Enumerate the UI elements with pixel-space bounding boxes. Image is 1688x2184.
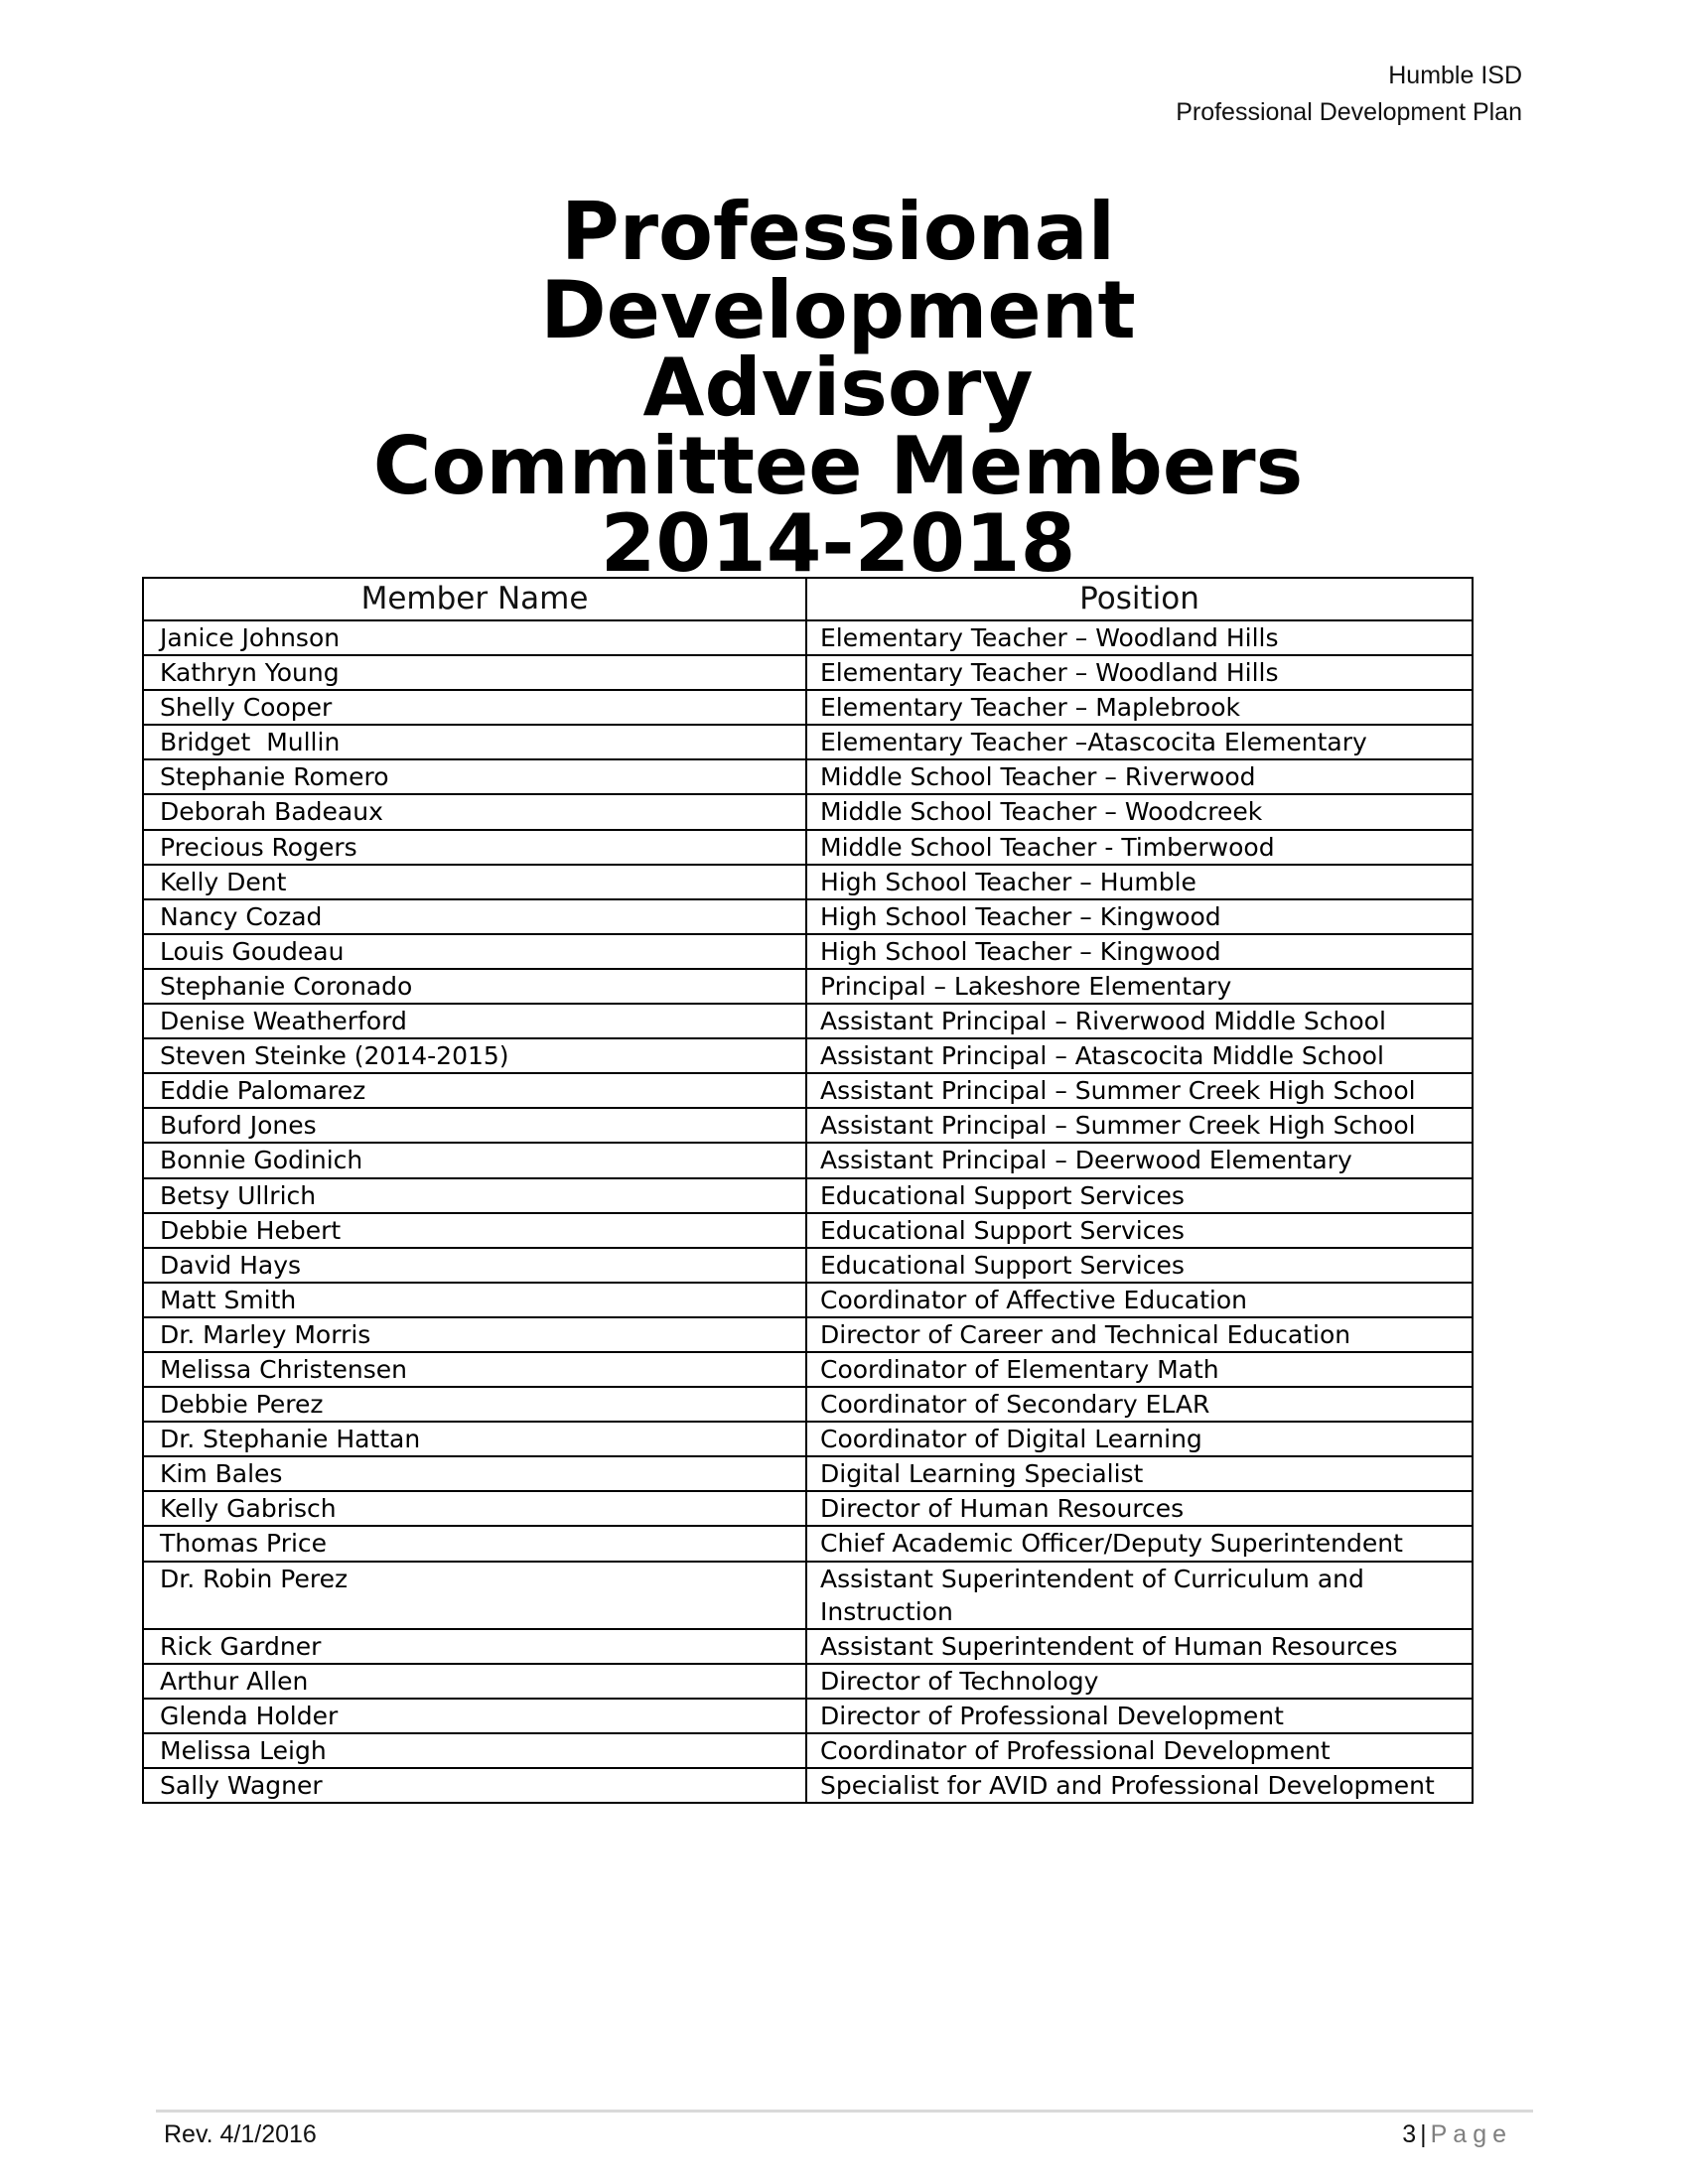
member-name-cell: Janice Johnson	[143, 620, 806, 655]
member-name-cell: Deborah Badeaux	[143, 794, 806, 829]
member-name-cell: Glenda Holder	[143, 1699, 806, 1733]
member-name-cell: Kelly Dent	[143, 865, 806, 899]
table-row	[143, 1108, 1473, 1143]
table-row	[143, 1526, 1473, 1561]
table-row	[143, 1664, 1473, 1699]
position-cell: Director of Career and Technical Education	[806, 1317, 1473, 1352]
position-cell: Coordinator of Digital Learning	[806, 1422, 1473, 1456]
page-label: Page	[1430, 2120, 1512, 2148]
header-organization: Humble ISD	[1388, 62, 1522, 89]
position-cell: Specialist for AVID and Professional Development	[806, 1768, 1473, 1803]
position-cell: Assistant Principal – Riverwood Middle School	[806, 1004, 1473, 1038]
position-cell: Middle School Teacher - Timberwood	[806, 830, 1473, 865]
member-name-cell: Melissa Leigh	[143, 1733, 806, 1768]
table-row	[143, 759, 1473, 794]
title-line-2: Development Advisory	[540, 263, 1136, 434]
table-row	[143, 690, 1473, 725]
position-cell: Elementary Teacher – Woodland Hills	[806, 620, 1473, 655]
committee-members-table	[142, 577, 1474, 1804]
member-name-cell: Betsy Ullrich	[143, 1178, 806, 1213]
table-row	[143, 1699, 1473, 1733]
table-row	[143, 1073, 1473, 1108]
position-cell: Educational Support Services	[806, 1178, 1473, 1213]
member-name-cell: Denise Weatherford	[143, 1004, 806, 1038]
member-name-cell: Eddie Palomarez	[143, 1073, 806, 1108]
table-row	[143, 1178, 1473, 1213]
table-row	[143, 1733, 1473, 1768]
position-cell: Elementary Teacher –Atascocita Elementary	[806, 725, 1473, 759]
position-cell: Assistant Superintendent of Human Resources	[806, 1629, 1473, 1664]
position-cell: Director of Professional Development	[806, 1699, 1473, 1733]
table-row	[143, 865, 1473, 899]
page-separator: |	[1420, 2120, 1427, 2148]
table-row	[143, 969, 1473, 1004]
position-cell: Elementary Teacher – Maplebrook	[806, 690, 1473, 725]
member-name-cell: Stephanie Coronado	[143, 969, 806, 1004]
position-cell: High School Teacher – Kingwood	[806, 934, 1473, 969]
table-row	[143, 620, 1473, 655]
member-name-cell: Rick Gardner	[143, 1629, 806, 1664]
title-line-1: Professional	[560, 186, 1116, 278]
table-row	[143, 1422, 1473, 1456]
position-cell: Elementary Teacher – Woodland Hills	[806, 655, 1473, 690]
member-name-cell: Debbie Hebert	[143, 1213, 806, 1248]
position-cell: Digital Learning Specialist	[806, 1456, 1473, 1491]
table-row	[143, 725, 1473, 759]
table-row	[143, 1143, 1473, 1177]
table-row	[143, 794, 1473, 829]
table-row	[143, 934, 1473, 969]
table-row	[143, 1352, 1473, 1387]
table-row	[143, 1387, 1473, 1422]
table-row	[143, 1562, 1473, 1629]
table-row	[143, 1629, 1473, 1664]
position-cell: Director of Technology	[806, 1664, 1473, 1699]
table-header-row	[143, 578, 1473, 620]
member-name-cell: Shelly Cooper	[143, 690, 806, 725]
position-cell: High School Teacher – Humble	[806, 865, 1473, 899]
position-cell: Coordinator of Professional Development	[806, 1733, 1473, 1768]
table-row	[143, 899, 1473, 934]
member-name-cell: Dr. Marley Morris	[143, 1317, 806, 1352]
position-cell: Assistant Principal – Summer Creek High School	[806, 1108, 1473, 1143]
position-cell: High School Teacher – Kingwood	[806, 899, 1473, 934]
member-name-cell: Matt Smith	[143, 1283, 806, 1317]
member-name-cell: Dr. Robin Perez	[143, 1562, 806, 1629]
member-name-cell: Kathryn Young	[143, 655, 806, 690]
table-row	[143, 830, 1473, 865]
position-cell: Middle School Teacher – Riverwood	[806, 759, 1473, 794]
position-cell: Coordinator of Elementary Math	[806, 1352, 1473, 1387]
position-cell: Chief Academic Officer/Deputy Superintendent	[806, 1526, 1473, 1561]
position-cell: Assistant Principal – Atascocita Middle School	[806, 1038, 1473, 1073]
position-cell: Principal – Lakeshore Elementary	[806, 969, 1473, 1004]
table-row	[143, 1456, 1473, 1491]
member-name-cell: Bridget Mullin	[143, 725, 806, 759]
position-cell: Coordinator of Secondary ELAR	[806, 1387, 1473, 1422]
table-row	[143, 1283, 1473, 1317]
member-name-cell: Arthur Allen	[143, 1664, 806, 1699]
member-name-cell: Melissa Christensen	[143, 1352, 806, 1387]
column-header-position: Position	[806, 578, 1473, 620]
page-number: 3	[1402, 2120, 1417, 2148]
footer-page-number	[1402, 2117, 1512, 2151]
position-cell: Middle School Teacher – Woodcreek	[806, 794, 1473, 829]
table-row	[143, 1317, 1473, 1352]
table-row	[143, 1491, 1473, 1526]
running-header	[1176, 58, 1522, 131]
table-row	[143, 1213, 1473, 1248]
footer-revision-date: Rev. 4/1/2016	[164, 2120, 317, 2148]
member-name-cell: Sally Wagner	[143, 1768, 806, 1803]
member-name-cell: Dr. Stephanie Hattan	[143, 1422, 806, 1456]
member-name-cell: Louis Goudeau	[143, 934, 806, 969]
footer-divider	[156, 2110, 1533, 2113]
member-name-cell: Kim Bales	[143, 1456, 806, 1491]
member-name-cell: Stephanie Romero	[143, 759, 806, 794]
position-cell: Assistant Principal – Summer Creek High School	[806, 1073, 1473, 1108]
header-document-title: Professional Development Plan	[1176, 98, 1522, 126]
position-cell: Director of Human Resources	[806, 1491, 1473, 1526]
table-row	[143, 1038, 1473, 1073]
table-row	[143, 1248, 1473, 1283]
column-header-member-name: Member Name	[143, 578, 806, 620]
table-row	[143, 655, 1473, 690]
table-row	[143, 1004, 1473, 1038]
position-cell: Educational Support Services	[806, 1213, 1473, 1248]
title-line-3: Committee Members	[372, 419, 1304, 512]
member-name-cell: David Hays	[143, 1248, 806, 1283]
member-name-cell: Precious Rogers	[143, 830, 806, 865]
position-cell: Educational Support Services	[806, 1248, 1473, 1283]
member-name-cell: Kelly Gabrisch	[143, 1491, 806, 1526]
position-cell: Assistant Superintendent of Curriculum and Instruction	[806, 1562, 1473, 1629]
position-cell: Coordinator of Affective Education	[806, 1283, 1473, 1317]
member-name-cell: Debbie Perez	[143, 1387, 806, 1422]
title-line-4: 2014-2018	[600, 497, 1076, 590]
member-name-cell: Thomas Price	[143, 1526, 806, 1561]
table-row	[143, 1768, 1473, 1803]
member-name-cell: Nancy Cozad	[143, 899, 806, 934]
member-name-cell: Buford Jones	[143, 1108, 806, 1143]
member-name-cell: Bonnie Godinich	[143, 1143, 806, 1177]
position-cell: Assistant Principal – Deerwood Elementary	[806, 1143, 1473, 1177]
member-name-cell: Steven Steinke (2014-2015)	[143, 1038, 806, 1073]
table-body	[143, 620, 1473, 1803]
page-title	[0, 186, 1688, 590]
